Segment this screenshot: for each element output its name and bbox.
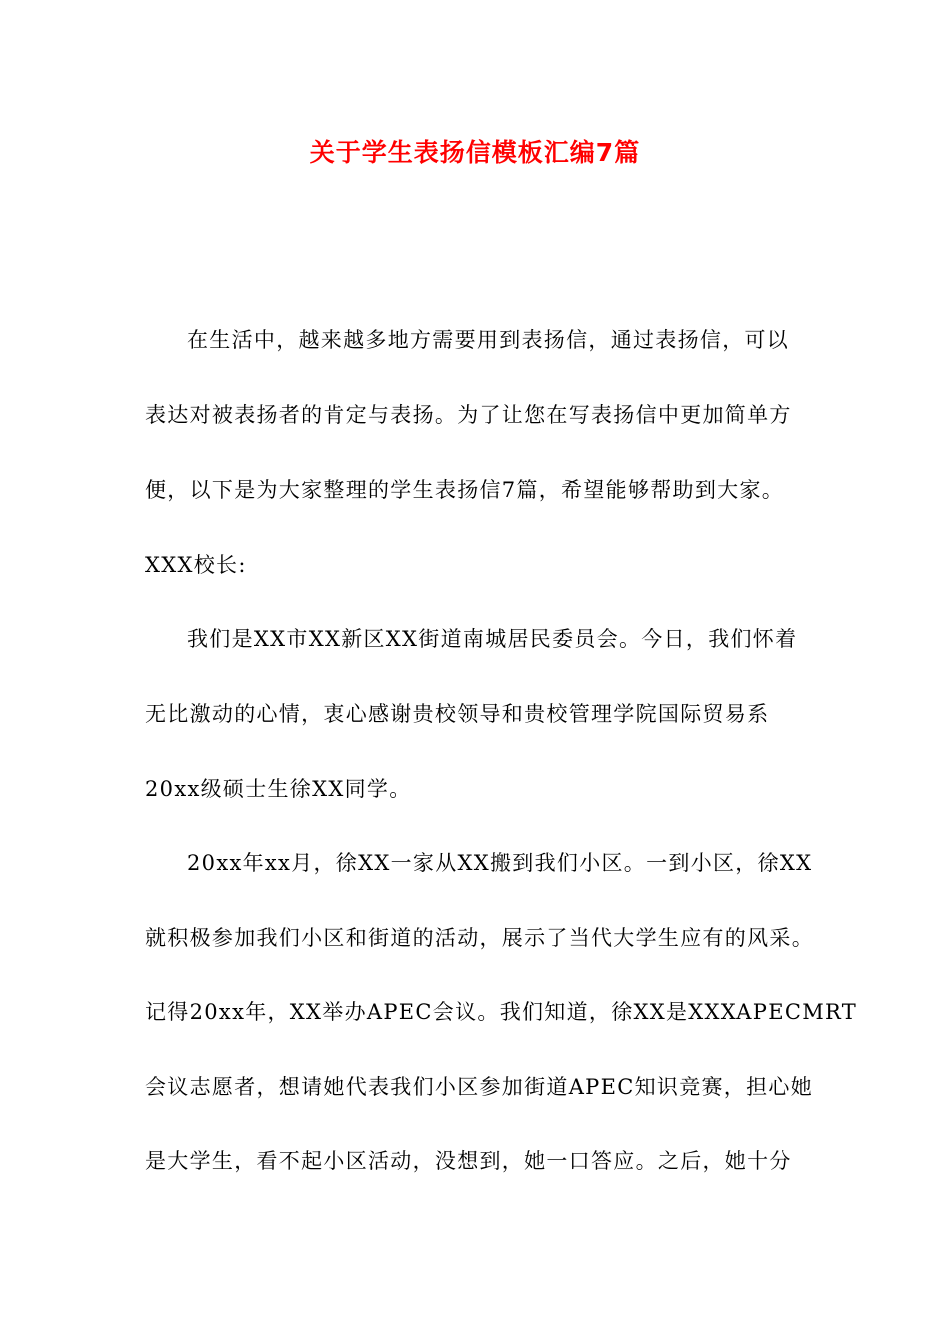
paragraph-line: 20xx级硕士生徐XX同学。: [145, 777, 412, 801]
paragraph-line: 就积极参加我们小区和街道的活动，展示了当代大学生应有的风采。: [145, 926, 814, 950]
paragraph-line: 便，以下是为大家整理的学生表扬信7篇，希望能够帮助到大家。: [145, 478, 785, 502]
document-title: 关于学生表扬信模板汇编7篇: [309, 138, 641, 167]
paragraph-line: 20xx年xx月，徐XX一家从XX搬到我们小区。一到小区，徐XX: [187, 851, 813, 875]
paragraph-line: 会议志愿者，想请她代表我们小区参加街道APEC知识竞赛，担心她: [145, 1075, 813, 1099]
paragraph-line: 表达对被表扬者的肯定与表扬。为了让您在写表扬信中更加简单方: [145, 403, 792, 427]
paragraph-line: 在生活中，越来越多地方需要用到表扬信，通过表扬信，可以: [187, 328, 790, 352]
paragraph-line: 记得20xx年，XX举办APEC会议。我们知道，徐XX是XXXAPECMRT: [145, 1000, 858, 1024]
paragraph-line: 是大学生，看不起小区活动，没想到，她一口答应。之后，她十分: [145, 1149, 792, 1173]
paragraph-line: 我们是XX市XX新区XX街道南城居民委员会。今日，我们怀着: [187, 627, 798, 651]
salutation-line: XXX校长:: [145, 553, 247, 577]
paragraph-line: 无比激动的心情，衷心感谢贵校领导和贵校管理学院国际贸易系: [145, 702, 770, 726]
